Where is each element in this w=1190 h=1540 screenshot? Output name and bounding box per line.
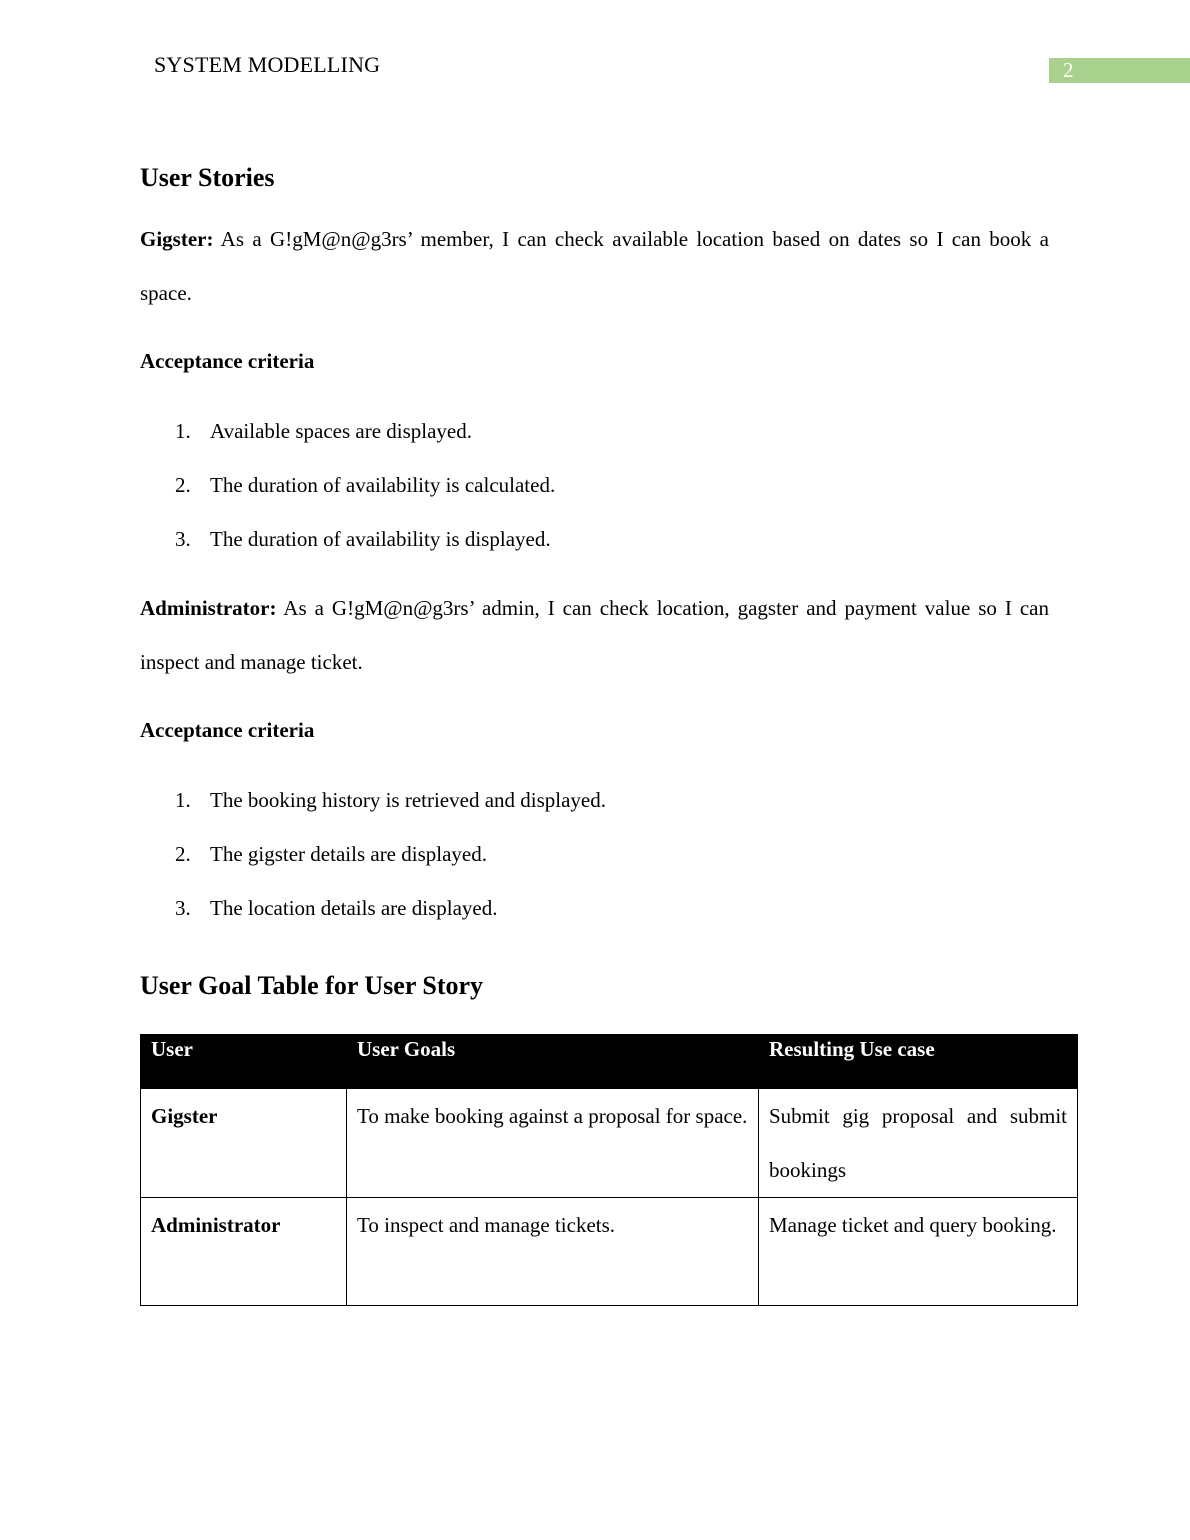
- cell-use-case: Submit gig proposal and submit bookings: [759, 1089, 1078, 1198]
- column-header-resulting-use-case: Resulting Use case: [759, 1035, 1078, 1089]
- user-goal-table-heading: User Goal Table for User Story: [140, 971, 484, 1000]
- table-header-row: [141, 1035, 1078, 1089]
- cell-use-case: Manage ticket and query booking.: [759, 1198, 1078, 1306]
- gigster-story-text: As a G!gM@n@g3rs’ member, I can check available location based on dates so I can book a space.: [140, 227, 1049, 305]
- table-row: [141, 1198, 1078, 1306]
- page-number-badge: 2: [1049, 58, 1190, 83]
- column-header-user-goals: User Goals: [347, 1035, 759, 1089]
- user-goal-table: [140, 1034, 1078, 1306]
- list-item-text: The gigster details are displayed.: [210, 842, 487, 866]
- admin-story-paragraph: [140, 581, 1049, 689]
- running-header-title: SYSTEM MODELLING: [154, 52, 381, 77]
- cell-user-goal: To inspect and manage tickets.: [347, 1198, 759, 1306]
- admin-acceptance-criteria-heading: Acceptance criteria: [140, 718, 315, 742]
- list-item-number: 3.: [175, 527, 191, 551]
- cell-user: Administrator: [141, 1198, 347, 1306]
- list-item-number: 1.: [175, 419, 191, 443]
- gigster-story-paragraph: [140, 212, 1049, 320]
- table-row: [141, 1089, 1078, 1198]
- admin-role-label: Administrator:: [140, 596, 277, 620]
- user-stories-heading: User Stories: [140, 163, 275, 192]
- list-item-text: Available spaces are displayed.: [210, 419, 472, 443]
- gigster-role-label: Gigster:: [140, 227, 214, 251]
- admin-story-text: As a G!gM@n@g3rs’ admin, I can check location, gagster and payment value so I can inspect and manage ticket.: [140, 596, 1049, 674]
- list-item-number: 1.: [175, 788, 191, 812]
- cell-user-goal: To make booking against a proposal for space.: [347, 1089, 759, 1198]
- list-item-text: The booking history is retrieved and displayed.: [210, 788, 606, 812]
- list-item-number: 2.: [175, 473, 191, 497]
- column-header-user: User: [141, 1035, 347, 1089]
- list-item-text: The location details are displayed.: [210, 896, 498, 920]
- gigster-acceptance-criteria-heading: Acceptance criteria: [140, 349, 315, 373]
- list-item-number: 2.: [175, 842, 191, 866]
- list-item-number: 3.: [175, 896, 191, 920]
- list-item-text: The duration of availability is calculated.: [210, 473, 556, 497]
- list-item-text: The duration of availability is displayed.: [210, 527, 551, 551]
- cell-user: Gigster: [141, 1089, 347, 1198]
